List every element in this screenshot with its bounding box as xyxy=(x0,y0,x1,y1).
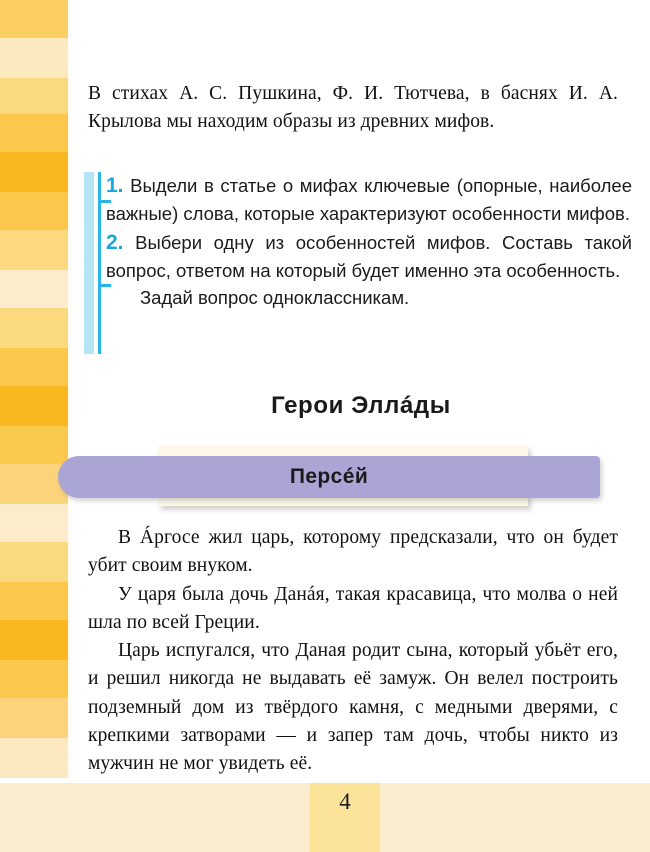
exercise-item xyxy=(106,229,632,284)
stripe-band xyxy=(0,738,68,778)
stripe-band xyxy=(0,348,68,386)
stripe-band xyxy=(0,426,68,464)
stripe-band xyxy=(0,230,68,270)
exercise-block xyxy=(84,172,632,354)
stripe-band xyxy=(0,192,68,230)
stripe-band xyxy=(0,308,68,348)
exercise-accent-bar xyxy=(84,172,94,354)
story-paragraph: У царя была дочь Данáя, такая красавица, что молва о ней шла по всей Греции. xyxy=(88,583,618,633)
story-paragraph: Царь испугался, что Даная родит сына, который убьёт его, и решил никогда не выдавать её замуж. Он велел построить подземный дом из твёрдого камня, с медными дверями, с крепкими затворами — и запер там дочь, чтобы никто из мужчин не мог увидеть её. xyxy=(88,640,618,775)
stripe-band xyxy=(0,270,68,308)
stripe-band xyxy=(0,504,68,542)
exercise-list xyxy=(106,172,632,312)
page-footer xyxy=(0,783,650,852)
stripe-band xyxy=(0,0,68,38)
page-content xyxy=(72,0,650,783)
story-body xyxy=(88,524,618,779)
banner-title: Персéй xyxy=(289,465,369,488)
story-paragraph: В Áргосе жил царь, которому предсказали, что он будет убит своим внуком. xyxy=(88,527,618,577)
section-heading: Герои Эллáды xyxy=(271,392,451,419)
exercise-number: 1. xyxy=(106,174,124,197)
stripe-band xyxy=(0,38,68,78)
footer-band-right xyxy=(380,783,650,852)
stripe-band xyxy=(0,78,68,114)
exercise-text: Выдели в статье о мифах ключевые (опорные, наиболее важные) слова, которые характеризуют особенности мифов. xyxy=(106,175,633,224)
stripe-band xyxy=(0,152,68,192)
footer-band-left xyxy=(0,783,310,852)
exercise-item xyxy=(106,172,632,227)
stripe-band xyxy=(0,620,68,660)
stripe-band xyxy=(0,114,68,152)
page-number-box xyxy=(310,783,380,852)
exercise-number: 2. xyxy=(106,231,124,254)
stripe-band xyxy=(0,582,68,620)
stripe-band xyxy=(0,698,68,738)
banner-pill xyxy=(58,456,600,498)
exercise-extra-line: Задай вопрос одноклассникам. xyxy=(140,287,410,308)
stripe-band xyxy=(0,464,68,504)
intro-paragraph: В стихах А. С. Пушкина, Ф. И. Тютчева, в баснях И. А. Крылова мы находим образы из древних мифов. xyxy=(88,83,618,132)
stripe-band xyxy=(0,542,68,582)
stripe-band xyxy=(0,660,68,698)
stripe-band xyxy=(0,386,68,426)
title-banner xyxy=(72,446,650,514)
decorative-stripe-column xyxy=(0,0,68,783)
page-number: 4 xyxy=(339,789,351,814)
exercise-text: Выбери одну из особенностей мифов. Составь такой вопрос, ответом на который будет именно эта особенность. xyxy=(106,232,632,281)
